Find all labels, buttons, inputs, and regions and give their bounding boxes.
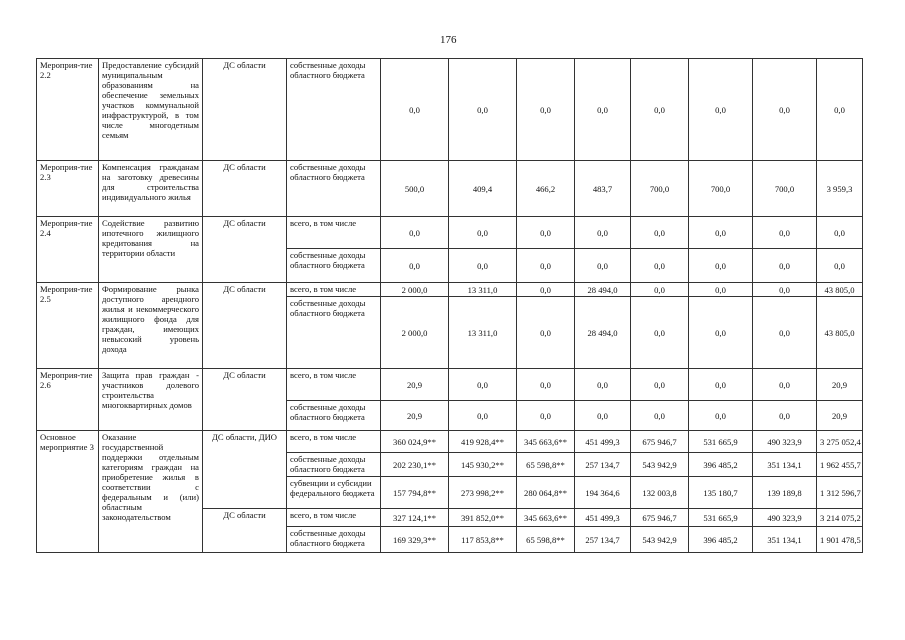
event-description-cell: Формирование рынка доступного арендного жилья и некоммерческого жилищного фонда для граждан, имеющих невысокий уровень дохода (99, 283, 203, 369)
value-cell: 0,0 (689, 59, 753, 161)
event-description-cell: Компенсация гражданам на заготовку древесины для строительства индивидуального жилья (99, 161, 203, 217)
value-cell: 194 364,6 (575, 477, 631, 509)
value-cell: 391 852,0** (449, 509, 517, 527)
event-description-cell: Защита прав граждан - участников долевого строительства многоквартирных домов (99, 369, 203, 431)
value-cell: 65 598,8** (517, 453, 575, 477)
value-cell: 351 134,1 (753, 527, 817, 553)
value-cell: 145 930,2** (449, 453, 517, 477)
event-description-cell: Содействие развитию ипотечного жилищного кредитования на территории области (99, 217, 203, 283)
value-cell: 0,0 (449, 217, 517, 249)
value-cell: 0,0 (449, 249, 517, 283)
value-cell: 531 665,9 (689, 509, 753, 527)
value-cell: 273 998,2** (449, 477, 517, 509)
value-cell: 675 946,7 (631, 509, 689, 527)
value-cell: 0,0 (575, 217, 631, 249)
value-cell: 0,0 (381, 59, 449, 161)
value-cell: 0,0 (517, 369, 575, 401)
funding-source-cell: собственные доходы областного бюджета (287, 453, 381, 477)
value-cell: 20,9 (817, 369, 863, 401)
value-cell: 20,9 (381, 369, 449, 401)
value-cell: 28 494,0 (575, 297, 631, 369)
value-cell: 543 942,9 (631, 453, 689, 477)
value-cell: 135 180,7 (689, 477, 753, 509)
value-cell: 13 311,0 (449, 283, 517, 297)
value-cell: 28 494,0 (575, 283, 631, 297)
value-cell: 451 499,3 (575, 431, 631, 453)
value-cell: 0,0 (817, 59, 863, 161)
executor-cell: ДС области (203, 161, 287, 217)
value-cell: 0,0 (517, 217, 575, 249)
value-cell: 0,0 (631, 283, 689, 297)
executor-cell: ДС области (203, 369, 287, 431)
value-cell: 169 329,3** (381, 527, 449, 553)
value-cell: 65 598,8** (517, 527, 575, 553)
value-cell: 117 853,8** (449, 527, 517, 553)
value-cell: 0,0 (575, 59, 631, 161)
value-cell: 0,0 (631, 297, 689, 369)
funding-source-cell: собственные доходы областного бюджета (287, 249, 381, 283)
value-cell: 466,2 (517, 161, 575, 217)
event-name-cell: Мероприя-тие 2.3 (37, 161, 99, 217)
value-cell: 0,0 (689, 217, 753, 249)
value-cell: 0,0 (517, 59, 575, 161)
value-cell: 3 275 052,4 (817, 431, 863, 453)
funding-source-cell: всего, в том числе (287, 369, 381, 401)
value-cell: 2 000,0 (381, 297, 449, 369)
value-cell: 360 024,9** (381, 431, 449, 453)
value-cell: 0,0 (753, 249, 817, 283)
value-cell: 0,0 (517, 297, 575, 369)
event-name-cell: Основное мероприятие 3 (37, 431, 99, 553)
value-cell: 451 499,3 (575, 509, 631, 527)
value-cell: 351 134,1 (753, 453, 817, 477)
table-row (37, 217, 863, 249)
value-cell: 0,0 (689, 297, 753, 369)
value-cell: 0,0 (631, 217, 689, 249)
value-cell: 0,0 (689, 369, 753, 401)
value-cell: 0,0 (449, 401, 517, 431)
event-name-cell: Мероприя-тие 2.2 (37, 59, 99, 161)
value-cell: 202 230,1** (381, 453, 449, 477)
value-cell: 675 946,7 (631, 431, 689, 453)
funding-source-cell: всего, в том числе (287, 217, 381, 249)
table-row (37, 59, 863, 161)
value-cell: 132 003,8 (631, 477, 689, 509)
value-cell: 483,7 (575, 161, 631, 217)
value-cell: 0,0 (517, 283, 575, 297)
value-cell: 0,0 (631, 369, 689, 401)
value-cell: 0,0 (689, 249, 753, 283)
value-cell: 0,0 (753, 369, 817, 401)
value-cell: 327 124,1** (381, 509, 449, 527)
value-cell: 1 962 455,7 (817, 453, 863, 477)
value-cell: 0,0 (689, 401, 753, 431)
value-cell: 700,0 (631, 161, 689, 217)
executor-cell: ДС области (203, 217, 287, 283)
value-cell: 0,0 (753, 217, 817, 249)
funding-source-cell: собственные доходы областного бюджета (287, 401, 381, 431)
value-cell: 0,0 (575, 369, 631, 401)
value-cell: 13 311,0 (449, 297, 517, 369)
value-cell: 0,0 (631, 59, 689, 161)
program-table (36, 58, 863, 553)
value-cell: 3 214 075,2 (817, 509, 863, 527)
value-cell: 543 942,9 (631, 527, 689, 553)
value-cell: 0,0 (753, 59, 817, 161)
event-name-cell: Мероприя-тие 2.5 (37, 283, 99, 369)
funding-source-cell: собственные доходы областного бюджета (287, 297, 381, 369)
value-cell: 139 189,8 (753, 477, 817, 509)
value-cell: 43 805,0 (817, 283, 863, 297)
value-cell: 419 928,4** (449, 431, 517, 453)
value-cell: 2 000,0 (381, 283, 449, 297)
executor-cell: ДС области, ДИО (203, 431, 287, 509)
event-description-cell: Предоставление субсидий муниципальным образованиям на обеспечение земельных участков коммунальной инфраструктурой, в том числе многодетным семьям (99, 59, 203, 161)
table-row (37, 369, 863, 401)
funding-source-cell: собственные доходы областного бюджета (287, 527, 381, 553)
value-cell: 0,0 (575, 249, 631, 283)
value-cell: 0,0 (381, 249, 449, 283)
table-row (37, 283, 863, 297)
funding-source-cell: субвенции и субсидии федерального бюджета (287, 477, 381, 509)
value-cell: 0,0 (449, 59, 517, 161)
value-cell: 0,0 (689, 283, 753, 297)
value-cell: 490 323,9 (753, 431, 817, 453)
value-cell: 1 312 596,7 (817, 477, 863, 509)
value-cell: 531 665,9 (689, 431, 753, 453)
value-cell: 0,0 (817, 217, 863, 249)
table-row (37, 431, 863, 453)
value-cell: 20,9 (381, 401, 449, 431)
page-number: 176 (440, 34, 457, 46)
funding-source-cell: всего, в том числе (287, 509, 381, 527)
value-cell: 0,0 (631, 249, 689, 283)
value-cell: 0,0 (631, 401, 689, 431)
value-cell: 1 901 478,5 (817, 527, 863, 553)
value-cell: 345 663,6** (517, 509, 575, 527)
value-cell: 20,9 (817, 401, 863, 431)
value-cell: 257 134,7 (575, 527, 631, 553)
value-cell: 396 485,2 (689, 527, 753, 553)
value-cell: 0,0 (517, 249, 575, 283)
executor-cell: ДС области (203, 59, 287, 161)
value-cell: 0,0 (753, 401, 817, 431)
value-cell: 409,4 (449, 161, 517, 217)
value-cell: 0,0 (753, 283, 817, 297)
value-cell: 700,0 (689, 161, 753, 217)
value-cell: 0,0 (575, 401, 631, 431)
value-cell: 700,0 (753, 161, 817, 217)
value-cell: 0,0 (817, 249, 863, 283)
event-description-cell: Оказание государственной поддержки отдельным категориям граждан на приобретение жилья в соответствии с федеральным и (или) областным законодательством (99, 431, 203, 553)
value-cell: 280 064,8** (517, 477, 575, 509)
value-cell: 157 794,8** (381, 477, 449, 509)
table-row (37, 161, 863, 217)
value-cell: 396 485,2 (689, 453, 753, 477)
funding-source-cell: всего, в том числе (287, 431, 381, 453)
value-cell: 345 663,6** (517, 431, 575, 453)
value-cell: 0,0 (517, 401, 575, 431)
event-name-cell: Мероприя-тие 2.4 (37, 217, 99, 283)
event-name-cell: Мероприя-тие 2.6 (37, 369, 99, 431)
value-cell: 500,0 (381, 161, 449, 217)
funding-source-cell: собственные доходы областного бюджета (287, 59, 381, 161)
value-cell: 0,0 (449, 369, 517, 401)
value-cell: 0,0 (381, 217, 449, 249)
value-cell: 257 134,7 (575, 453, 631, 477)
value-cell: 490 323,9 (753, 509, 817, 527)
executor-cell: ДС области (203, 509, 287, 553)
value-cell: 43 805,0 (817, 297, 863, 369)
funding-source-cell: всего, в том числе (287, 283, 381, 297)
executor-cell: ДС области (203, 283, 287, 369)
funding-source-cell: собственные доходы областного бюджета (287, 161, 381, 217)
value-cell: 0,0 (753, 297, 817, 369)
value-cell: 3 959,3 (817, 161, 863, 217)
